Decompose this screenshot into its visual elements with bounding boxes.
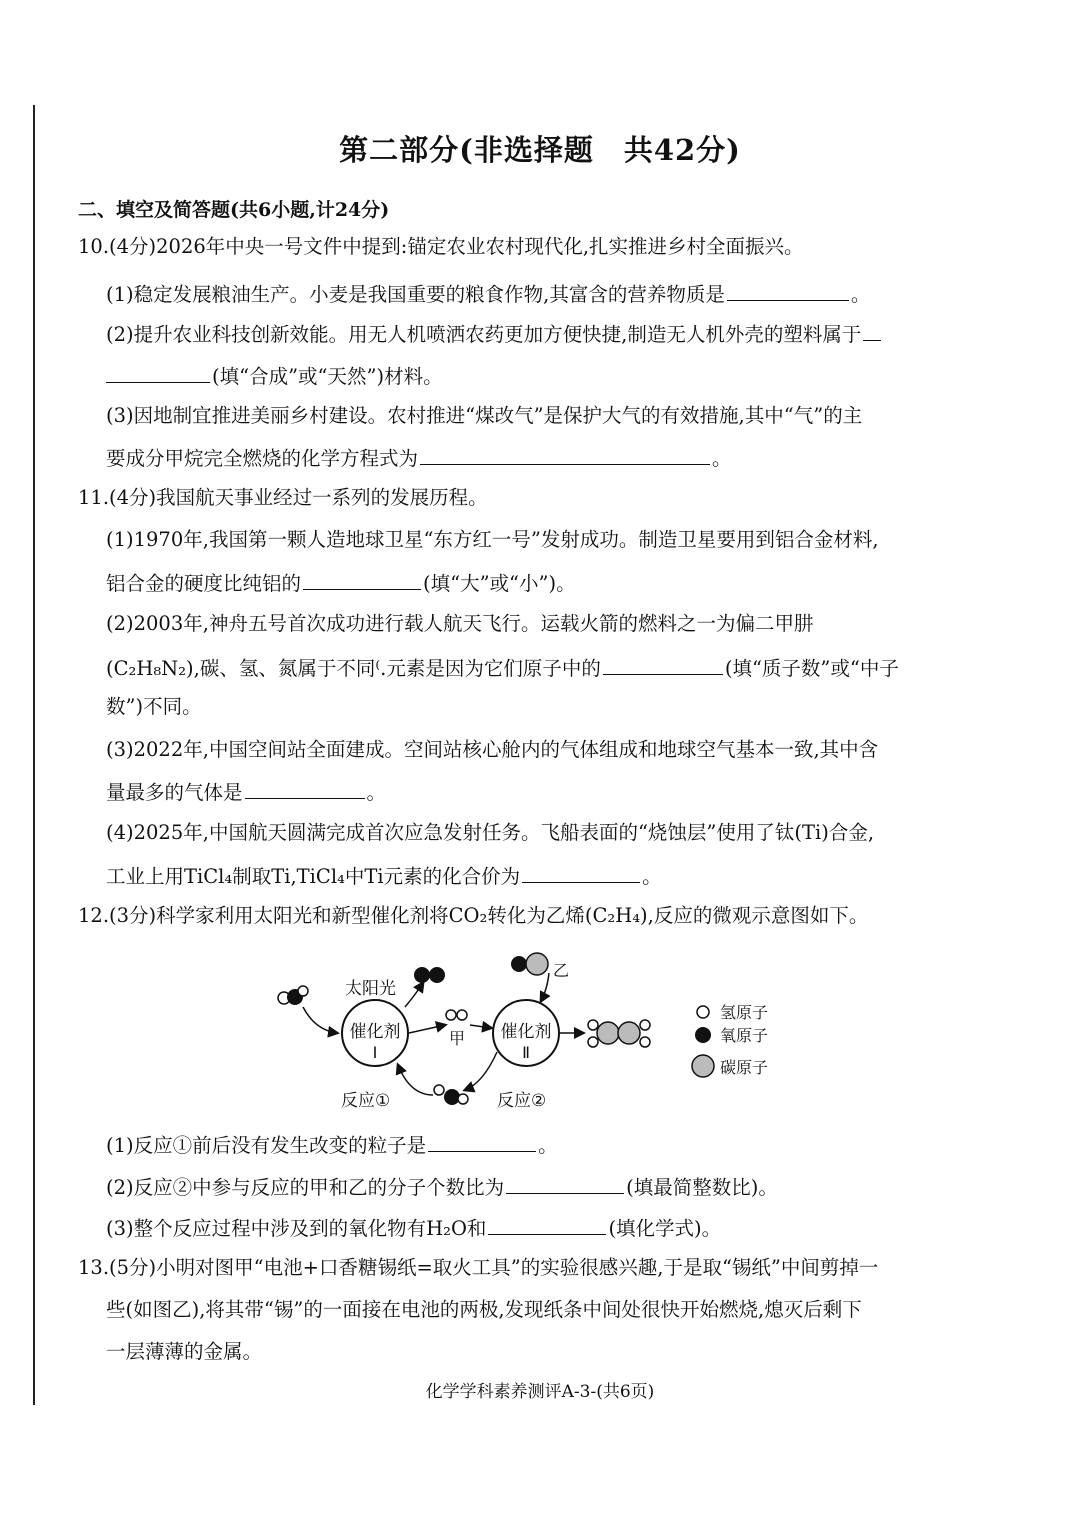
oxygen-molecule: [414, 967, 445, 983]
q11-p4-end: 。: [642, 865, 662, 888]
reaction-diagram: [265, 945, 795, 1120]
section-heading: 二、填空及简答题(共6小题,计24分): [78, 199, 390, 221]
answer-blank[interactable]: [303, 571, 421, 590]
question-12-part-3: [106, 1216, 721, 1239]
question-10-part-2: [106, 322, 883, 345]
answer-blank[interactable]: [506, 1175, 624, 1194]
sunlight-label: 太阳光: [345, 979, 396, 999]
arrow-water-cat1: [398, 1065, 433, 1095]
question-11-part-2-cont2: 数”)不同。: [106, 695, 202, 718]
q12-p2-end: (填最简整数比)。: [626, 1176, 778, 1199]
question-10-part-3-cont: [106, 446, 732, 469]
q11-p3-text: 量最多的气体是: [106, 781, 243, 804]
catalyst-1-number: Ⅰ: [372, 1043, 378, 1062]
catalyst-1-label: 催化剂: [349, 1022, 401, 1042]
arrow-jia-cat2: [470, 1025, 491, 1028]
question-13-stem: 13.(5分)小明对图甲“电池+口香糖锡纸=取火工具”的实验很感兴趣,于是取“锡纸”中间剪掉一: [78, 1256, 879, 1279]
question-12-part-2: [106, 1175, 778, 1198]
input-molecule: [278, 986, 308, 1005]
answer-blank[interactable]: [428, 1133, 536, 1152]
q10-p2-text-cont: (填“合成”或“天然”)材料。: [212, 365, 443, 388]
answer-blank[interactable]: [245, 780, 365, 799]
page-title: 第二部分(非选择题 共42分): [339, 133, 741, 167]
q11-p4-text: 工业上用TiCl₄制取Ti,TiCl₄中Ti元素的化合价为: [106, 865, 521, 888]
question-13-line-2: 些(如图乙),将其带“锡”的一面接在电池的两极,发现纸条中间处很快开始燃烧,熄灭后剩下: [106, 1298, 862, 1321]
question-11-part-1: (1)1970年,我国第一颗人造地球卫星“东方红一号”发射成功。制造卫星要用到铝合金材料,: [106, 528, 879, 551]
ethylene-molecule: [588, 1020, 650, 1047]
answer-blank[interactable]: [727, 282, 849, 301]
answer-blank[interactable]: [603, 656, 723, 675]
question-11-part-3: (3)2022年,中国空间站全面建成。空间站核心舱内的气体组成和地球空气基本一致,其中含: [106, 738, 879, 761]
arrow-cat1-jia: [409, 1025, 445, 1033]
question-11-part-3-cont: [106, 780, 386, 803]
question-11-part-2-cont: [106, 656, 899, 679]
q10-p2-text: (2)提升农业科技创新效能。用无人机喷洒农药更加方便快捷,制造无人机外壳的塑料属于: [106, 323, 862, 346]
legend: [692, 1003, 768, 1077]
answer-blank[interactable]: [863, 322, 881, 341]
question-13-line-3: 一层薄薄的金属。: [106, 1340, 263, 1363]
legend-oxygen: 氧原子: [720, 1026, 769, 1045]
catalyst-2-number: Ⅱ: [522, 1043, 530, 1062]
q12-p2-text: (2)反应②中参与反应的甲和乙的分子个数比为: [106, 1176, 505, 1199]
q12-p3-text: (3)整个反应过程中涉及到的氧化物有H₂O和: [106, 1217, 487, 1240]
arrow-in: [303, 1007, 337, 1033]
question-10-part-3: (3)因地制宜推进美丽乡村建设。农村推进“煤改气”是保护大气的有效措施,其中“气”的主: [106, 404, 863, 427]
q11-p2-text: (C₂H₈N₂),碳、氢、氮属于不同⁽.元素是因为它们原子中的: [106, 657, 601, 680]
arrow-o2: [405, 983, 423, 1007]
molecule-yi: [511, 953, 548, 975]
q11-p2-end: (填“质子数”或“中子: [724, 657, 899, 680]
q11-p1-text: 铝合金的硬度比纯铝的: [106, 572, 302, 595]
legend-carbon: 碳原子: [720, 1058, 769, 1077]
q10-p3-end: 。: [712, 447, 732, 470]
margin-line: [33, 105, 35, 1405]
reaction-2-label: 反应②: [497, 1091, 547, 1111]
question-11-stem: 11.(4分)我国航天事业经过一系列的发展历程。: [78, 486, 488, 509]
q10-p1-end: 。: [850, 283, 871, 306]
arrow-yi-cat2: [541, 973, 549, 1001]
q11-p3-end: 。: [366, 781, 387, 804]
answer-blank[interactable]: [522, 864, 640, 883]
reaction-1-label: 反应①: [341, 1091, 391, 1111]
label-jia: 甲: [449, 1029, 466, 1048]
catalyst-2-label: 催化剂: [500, 1022, 552, 1042]
question-10-part-1: [106, 282, 870, 305]
question-11-part-4: (4)2025年,中国航天圆满完成首次应急发射任务。飞船表面的“烧蚀层”使用了钛(Ti)合金,: [106, 821, 875, 844]
question-12-stem: 12.(3分)科学家利用太阳光和新型催化剂将CO₂转化为乙烯(C₂H₄),反应的微观示意图如下。: [78, 904, 869, 927]
answer-blank[interactable]: [488, 1216, 606, 1235]
q12-p1-end: 。: [538, 1134, 558, 1157]
question-10-part-2-cont: [106, 364, 443, 387]
question-10-stem: 10.(4分)2026年中央一号文件中提到:锚定农业农村现代化,扎实推进乡村全面振兴。: [78, 235, 804, 258]
question-12-part-1: [106, 1133, 558, 1156]
label-yi: 乙: [553, 961, 570, 980]
water-molecule: [434, 1085, 468, 1105]
q10-p1-text: (1)稳定发展粮油生产。小麦是我国重要的粮食作物,其富含的营养物质是: [106, 283, 725, 306]
q12-p3-end: (填化学式)。: [608, 1217, 722, 1240]
question-11-part-2: (2)2003年,神舟五号首次成功进行载人航天飞行。运载火箭的燃料之一为偏二甲肼: [106, 612, 814, 635]
question-11-part-1-cont: [106, 571, 576, 594]
q12-p1-text: (1)反应①前后没有发生改变的粒子是: [106, 1134, 427, 1157]
answer-blank[interactable]: [420, 446, 710, 465]
arrow-cat2-water: [465, 1052, 497, 1090]
molecule-jia: [446, 1010, 467, 1020]
q10-p3-text: 要成分甲烷完全燃烧的化学方程式为: [106, 447, 419, 470]
question-11-part-4-cont: [106, 864, 662, 887]
answer-blank[interactable]: [106, 364, 210, 383]
page-footer: 化学学科素养测评A-3-(共6页): [425, 1382, 655, 1402]
legend-hydrogen: 氢原子: [720, 1003, 769, 1022]
q11-p1-end: (填“大”或“小”)。: [423, 572, 576, 595]
